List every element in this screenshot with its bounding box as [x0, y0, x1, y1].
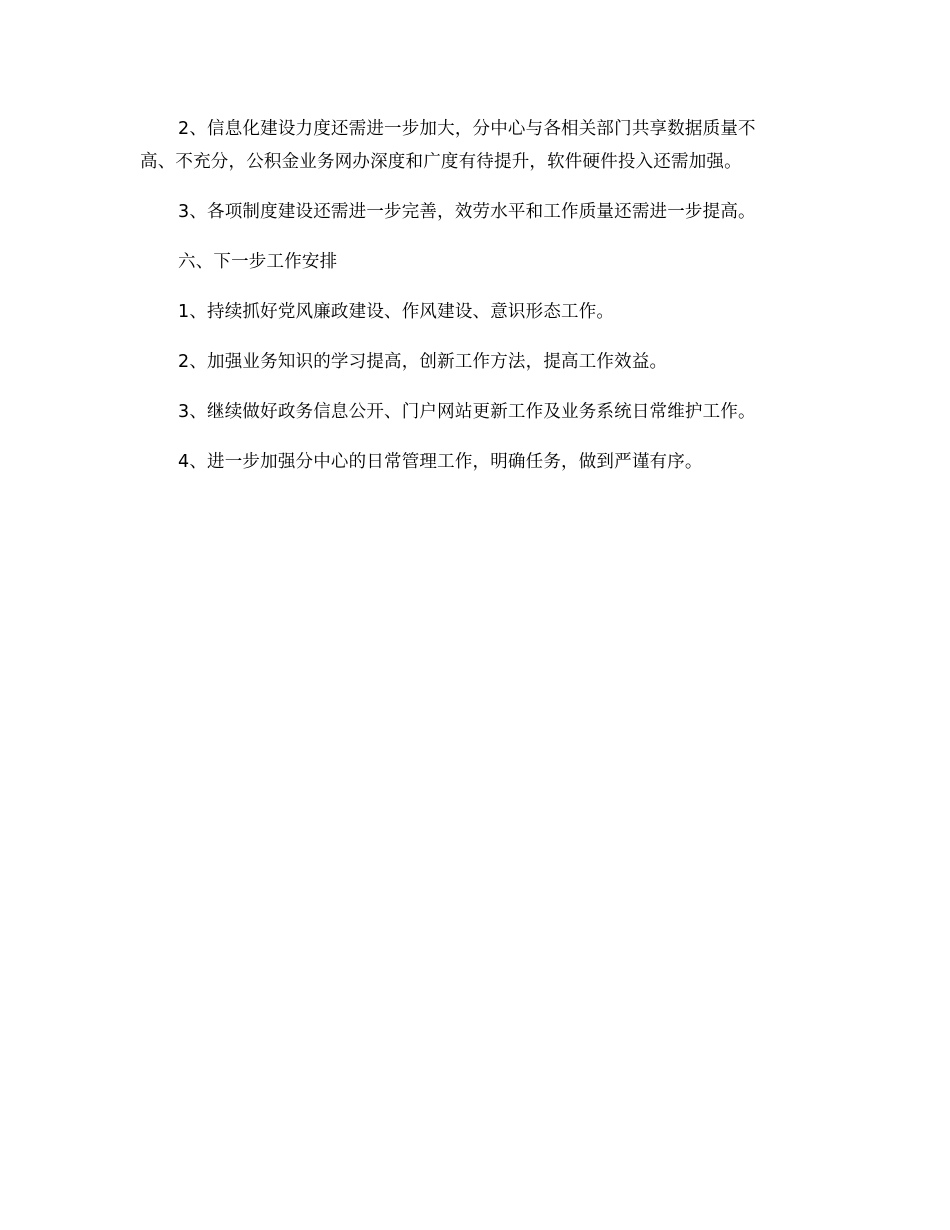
paragraph-next-step-3: 3、继续做好政务信息公开、门户网站更新工作及业务系统日常维护工作。: [178, 402, 756, 422]
section-heading-next-steps: 六、下一步工作安排: [178, 252, 338, 272]
paragraph-next-step-4: 4、进一步加强分中心的日常管理工作，明确任务，做到严谨有序。: [178, 452, 703, 472]
paragraph-system-building-issue: 3、各项制度建设还需进一步完善，效劳水平和工作质量还需进一步提高。: [178, 202, 756, 222]
paragraph-next-step-2: 2、加强业务知识的学习提高，创新工作方法，提高工作效益。: [178, 352, 668, 372]
paragraph-next-step-1: 1、持续抓好党风廉政建设、作风建设、意识形态工作。: [178, 302, 615, 322]
document-body: [140, 113, 790, 496]
paragraph-informatization-issue: 2、信息化建设力度还需进一步加大，分中心与各相关部门共享数据质量不高、不充分，公积金业务网办深度和广度有待提升，软件硬件投入还需加强。: [140, 119, 756, 172]
